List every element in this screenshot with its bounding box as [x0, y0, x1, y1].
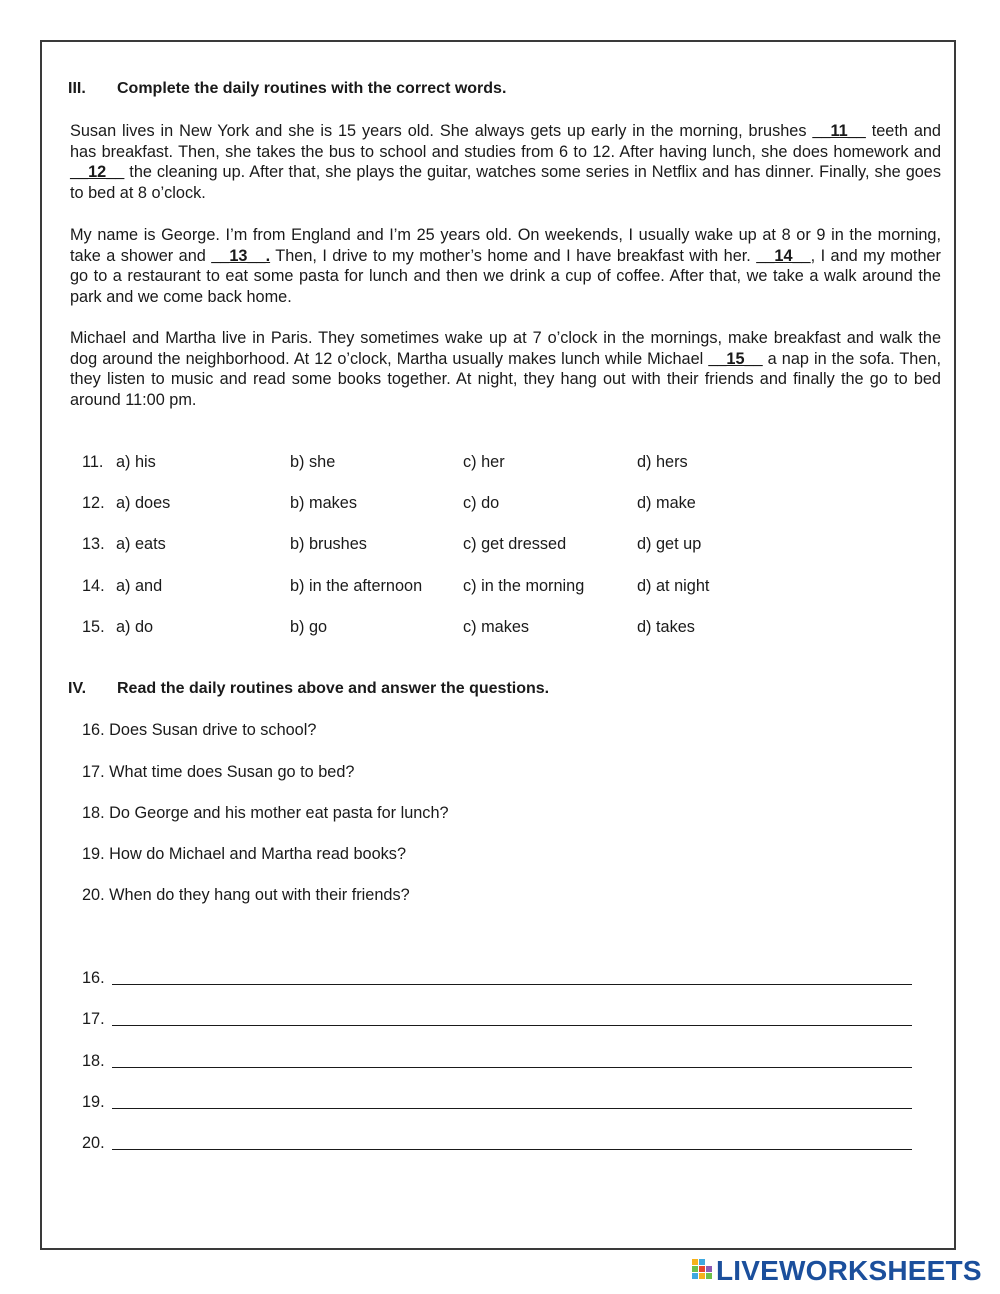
answer-label: 20.	[82, 1134, 105, 1152]
answer-input-20[interactable]	[112, 1149, 912, 1150]
option-a[interactable]: a) his	[116, 453, 156, 471]
option-d[interactable]: d) make	[637, 494, 696, 512]
answer-label: 16.	[82, 969, 105, 987]
option-c[interactable]: c) her	[463, 453, 505, 471]
option-d[interactable]: d) get up	[637, 535, 702, 553]
option-c[interactable]: c) do	[463, 494, 500, 512]
answer-line-19[interactable]	[82, 1093, 912, 1112]
blank-11: __11__	[812, 122, 866, 140]
option-a[interactable]: a) do	[116, 618, 154, 636]
option-number: 15.	[82, 618, 105, 636]
brand-text: LIVEWORKSHEETS	[716, 1255, 982, 1286]
section-3-heading	[68, 80, 506, 98]
blank-13: __13__.	[211, 246, 271, 265]
option-a[interactable]: a) does	[116, 494, 171, 512]
question-18: 18. Do George and his mother eat pasta for lunch?	[82, 804, 449, 822]
answer-input-17[interactable]	[112, 1025, 912, 1026]
option-c[interactable]: c) get dressed	[463, 535, 567, 553]
answer-input-19[interactable]	[112, 1108, 912, 1109]
paragraph-text: , I and my mother go to a restaurant to eat some pasta for lunch and then we drink a cup of coffee. After that, we take a walk around the park and we come back home.	[70, 246, 941, 306]
answer-input-18[interactable]	[112, 1067, 912, 1068]
option-number: 11.	[82, 453, 104, 471]
option-d[interactable]: d) takes	[637, 618, 695, 636]
answer-line-16[interactable]	[82, 969, 912, 988]
answer-line-18[interactable]	[82, 1052, 912, 1071]
paragraph-text: Michael and Martha live in Paris. They sometimes wake up at 7 o’clock in the mornings, make breakfast and walk the dog around the neighborhood. At 12 o’clock, Martha usually makes lunch while Michael	[70, 329, 941, 368]
paragraph-michael-martha	[70, 328, 941, 410]
blank-14: __14__	[756, 246, 811, 265]
section-4-heading	[68, 680, 549, 698]
paragraph-text: Susan lives in New York and she is 15 years old. She always gets up early in the morning, brushes	[70, 122, 813, 140]
question-20: 20. When do they hang out with their friends?	[82, 886, 410, 904]
paragraph-george	[70, 225, 941, 307]
question-16: 16. Does Susan drive to school?	[82, 721, 317, 739]
section-4-number: IV.	[68, 680, 87, 697]
option-a[interactable]: a) and	[116, 577, 163, 595]
option-number: 13.	[82, 535, 105, 553]
section-4-title: Read the daily routines above and answer the questions.	[117, 680, 550, 697]
option-number: 12.	[82, 494, 105, 512]
section-3-title: Complete the daily routines with the correct words.	[117, 80, 507, 97]
paragraph-text: My name is George. I’m from England and I’m 25 years old. On weekends, I usually wake up at 8 or 9 in the morning, take a shower and	[70, 226, 941, 265]
option-d[interactable]: d) hers	[637, 453, 688, 471]
question-19: 19. How do Michael and Martha read books?	[82, 845, 407, 863]
option-d[interactable]: d) at night	[637, 577, 710, 595]
paragraph-susan	[70, 121, 941, 203]
answer-label: 18.	[82, 1052, 105, 1070]
answer-line-20[interactable]	[82, 1134, 912, 1153]
option-b[interactable]: b) she	[290, 453, 336, 471]
answer-line-17[interactable]	[82, 1010, 912, 1029]
option-b[interactable]: b) go	[290, 618, 328, 636]
answer-input-16[interactable]	[112, 984, 912, 985]
paragraph-text: Then, I drive to my mother’s home and I have breakfast with her.	[270, 246, 757, 265]
option-c[interactable]: c) in the morning	[463, 577, 585, 595]
section-3-number: III.	[68, 80, 86, 97]
answer-label: 17.	[82, 1010, 105, 1028]
paragraph-text: a nap in the sofa. Then, they listen to music and read some books together. At night, they hang out with their friends and finally the go to bed around 11:00 pm.	[70, 349, 941, 409]
option-b[interactable]: b) brushes	[290, 535, 367, 553]
option-b[interactable]: b) makes	[290, 494, 357, 512]
option-a[interactable]: a) eats	[116, 535, 166, 553]
liveworksheets-brand	[692, 1256, 982, 1286]
paragraph-text: the cleaning up. After that, she plays the guitar, watches some series in Netflix and has dinner. Finally, she goes to bed at 8 o’clock.	[70, 163, 941, 202]
liveworksheets-logo-icon	[692, 1259, 714, 1283]
paragraph-text: teeth and has breakfast. Then, she takes the bus to school and studies from 6 to 12. After having lunch, she does homework and	[70, 122, 941, 161]
option-number: 14.	[82, 577, 105, 595]
blank-15: __15__	[708, 349, 763, 368]
blank-12: __12__	[70, 163, 125, 182]
option-b[interactable]: b) in the afternoon	[290, 577, 423, 595]
option-c[interactable]: c) makes	[463, 618, 530, 636]
answer-label: 19.	[82, 1093, 105, 1111]
question-17: 17. What time does Susan go to bed?	[82, 763, 355, 781]
